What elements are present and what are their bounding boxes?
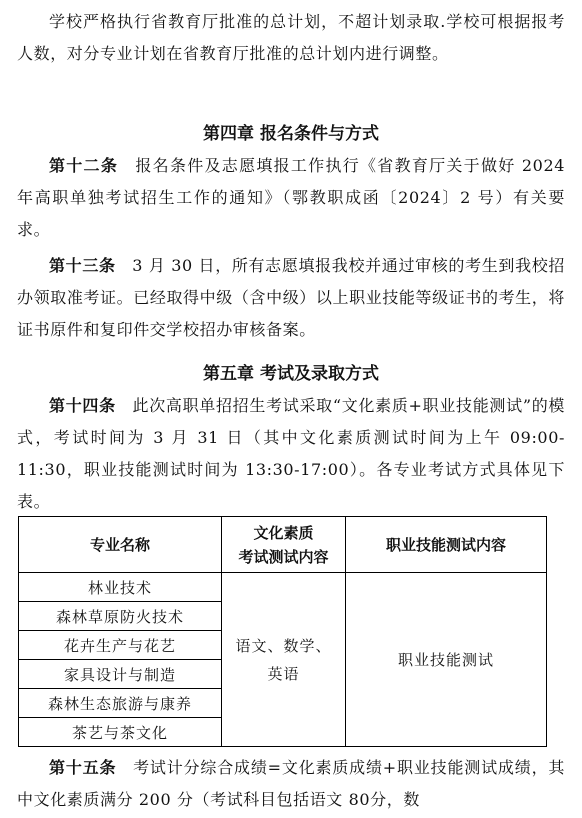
major-name-cell: 家具设计与制造 — [19, 660, 222, 689]
header-culture-line1: 文化素质 — [253, 523, 314, 542]
article-text: 3 月 30 日，所有志愿填报我校并通过审核的考生到我校招办领取准考证。已经取得中级（含中级）以上职业技能等级证书的考生，将证书原件和复印件交学校招办审核备案。 — [17, 256, 565, 339]
article-text: 考试计分综合成绩=文化素质成绩+职业技能测试成绩，其中文化素质满分 200 分（考试科目包括语文 80分，数 — [17, 758, 565, 809]
article-label: 第十五条 — [49, 758, 117, 777]
article-label: 第十二条 — [49, 156, 119, 175]
skill-content-cell: 职业技能测试 — [346, 573, 547, 747]
article-14 — [17, 390, 565, 518]
header-skill-test: 职业技能测试内容 — [346, 517, 547, 573]
header-major-name: 专业名称 — [19, 517, 222, 573]
exam-content-table — [18, 516, 547, 747]
table-row — [19, 573, 547, 602]
header-culture-test — [222, 517, 346, 573]
table-header-row — [19, 517, 547, 573]
article-text: 报名条件及志愿填报工作执行《省教育厅关于做好 2024 年高职单独考试招生工作的通知》（鄂教职成函〔2024〕2 号）有关要求。 — [17, 156, 571, 239]
chapter-5-title: 第五章 考试及录取方式 — [203, 364, 379, 384]
major-name-cell: 森林草原防火技术 — [19, 602, 222, 631]
paragraph-plan-intro — [17, 6, 565, 70]
major-name-cell: 林业技术 — [19, 573, 222, 602]
culture-line1: 语文、数学、 — [235, 636, 332, 655]
culture-line2: 英语 — [267, 664, 300, 683]
paragraph-text: 学校严格执行省教育厅批准的总计划，不超计划录取.学校可根据报考人数，对分专业计划在省教育厅批准的总计划内进行调整。 — [17, 12, 565, 63]
article-12 — [17, 150, 571, 246]
article-13 — [17, 250, 565, 346]
article-text: 此次高职单招招生考试采取“文化素质+职业技能测试”的模式，考试时间为 3 月 31 日（其中文化素质测试时间为上午 09:00-11:30，职业技能测试时间为 13:30-17:00）。各专业考试方式具体见下表。 — [17, 396, 565, 511]
article-15 — [17, 752, 565, 816]
article-label: 第十三条 — [49, 256, 116, 275]
major-name-cell: 森林生态旅游与康养 — [19, 689, 222, 718]
major-name-cell: 花卉生产与花艺 — [19, 631, 222, 660]
major-name-cell: 茶艺与茶文化 — [19, 718, 222, 747]
chapter-4-title: 第四章 报名条件与方式 — [203, 124, 379, 144]
header-culture-line2: 考试测试内容 — [238, 547, 329, 566]
culture-content-cell — [222, 573, 346, 747]
article-label: 第十四条 — [49, 396, 116, 415]
